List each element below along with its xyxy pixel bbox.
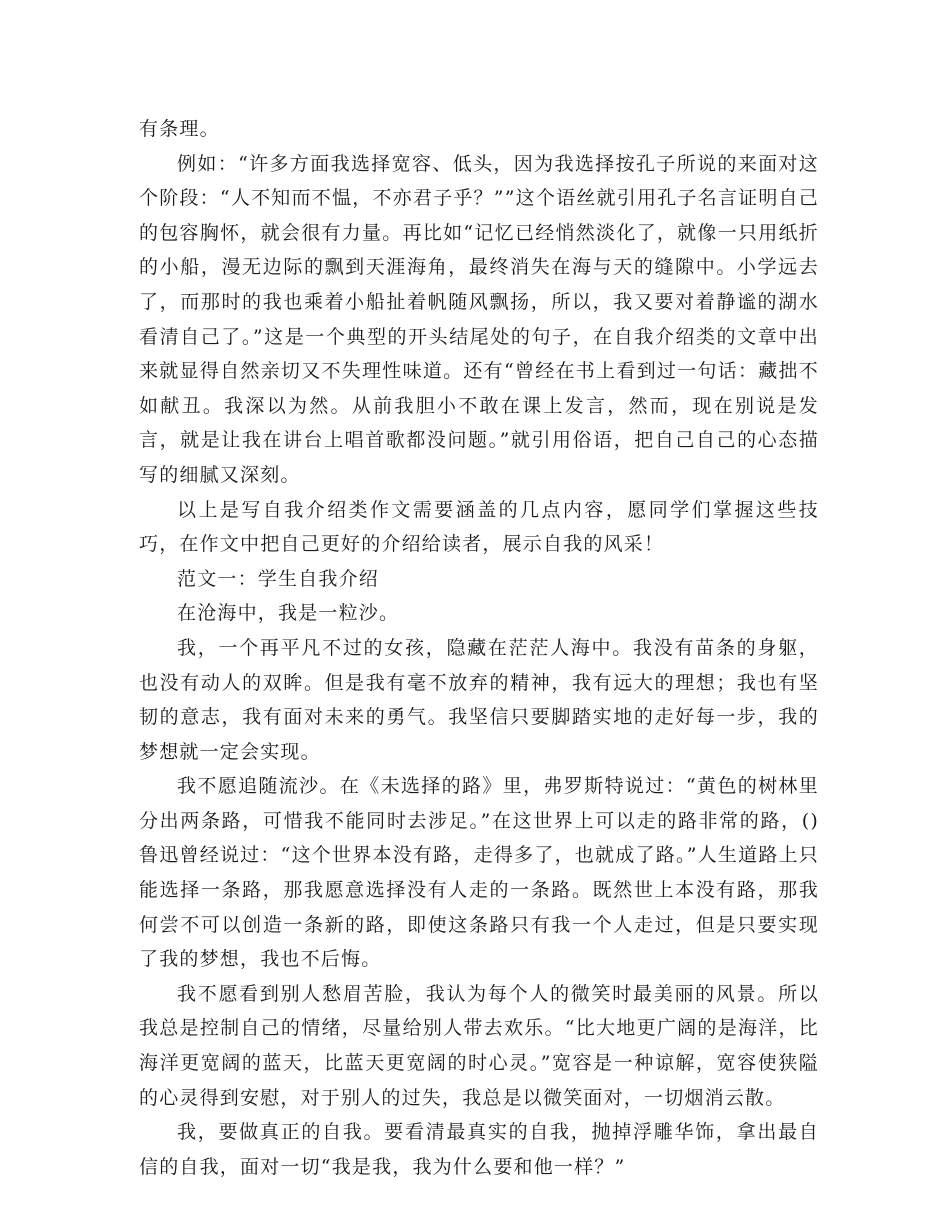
paragraph-3: 以上是写自我介绍类作文需要涵盖的几点内容，愿同学们掌握这些技巧，在作文中把自己更好的介绍给读者，展示自我的风采！ (139, 498, 819, 556)
paragraph-4-sample-title: 范文一：学生自我介绍 (177, 567, 380, 590)
paragraph-6: 我，一个再平凡不过的女孩，隐藏在茫茫人海中。我没有苗条的身躯，也没有动人的双眸。但是我有毫不放弃的精神，我有远大的理想；我也有坚韧的意志，我有面对未来的勇气。我坚信只要脚踏实地的走好每一步，我的梦想就一定会实现。 (139, 636, 819, 763)
paragraph-2: 例如：“许多方面我选择宽容、低头，因为我选择按孔子所说的来面对这个阶段：“人不知而不愠，不亦君子乎？””这个语丝就引用孔子名言证明自己的包容胸怀，就会很有力量。再比如“记忆已经悄然淡化了，就像一只用纸折的小船，漫无边际的飘到天涯海角，最终消失在海与天的缝隙中。小学远去了，而那时的我也乘着小船扯着帆随风飘扬，所以，我又要对着静谧的湖水看清自己了。”这是一个典型的开头结尾处的句子，在自我介绍类的文章中出来就显得自然亲切又不失理性味道。还有“曾经在书上看到过一句话：藏拙不如献丑。我深以为然。从前我胆小不敢在课上发言，然而，现在别说是发言，就是让我在讲台上唱首歌都没问题。”就引用俗语，把自己自己的心态描写的细腻又深刻。 (139, 152, 819, 486)
paragraph-1: 有条理。 (139, 118, 220, 140)
document-page (139, 112, 819, 1184)
paragraph-7: 我不愿追随流沙。在《未选择的路》里，弗罗斯特说过：“黄色的树林里分出两条路，可惜我不能同时去涉足。”在这世界上可以走的路非常的路，()鲁迅曾经说过：“这个世界本没有路，走得多了，也就成了路。”人生道路上只能选择一条路，那我愿意选择没有人走的一条路。既然世上本没有路，那我何尝不可以创造一条新的路，即使这条路只有我一个人走过，但是只要实现了我的梦想，我也不后悔。 (139, 775, 819, 971)
paragraph-8: 我不愿看到别人愁眉苦脸，我认为每个人的微笑时最美丽的风景。所以我总是控制自己的情绪，尽量给别人带去欢乐。“比大地更广阔的是海洋，比海洋更宽阔的蓝天，比蓝天更宽阔的时心灵。”宽容是一种谅解，宽容使狭隘的心灵得到安慰，对于别人的过失，我总是以微笑面对，一切烟消云散。 (139, 982, 819, 1109)
paragraph-9: 我，要做真正的自我。要看清最真实的自我，抛掉浮雕华饰，拿出最自信的自我，面对一切“我是我，我为什么要和他一样？” (139, 1121, 819, 1178)
paragraph-5: 在沧海中，我是一粒沙。 (177, 602, 400, 625)
